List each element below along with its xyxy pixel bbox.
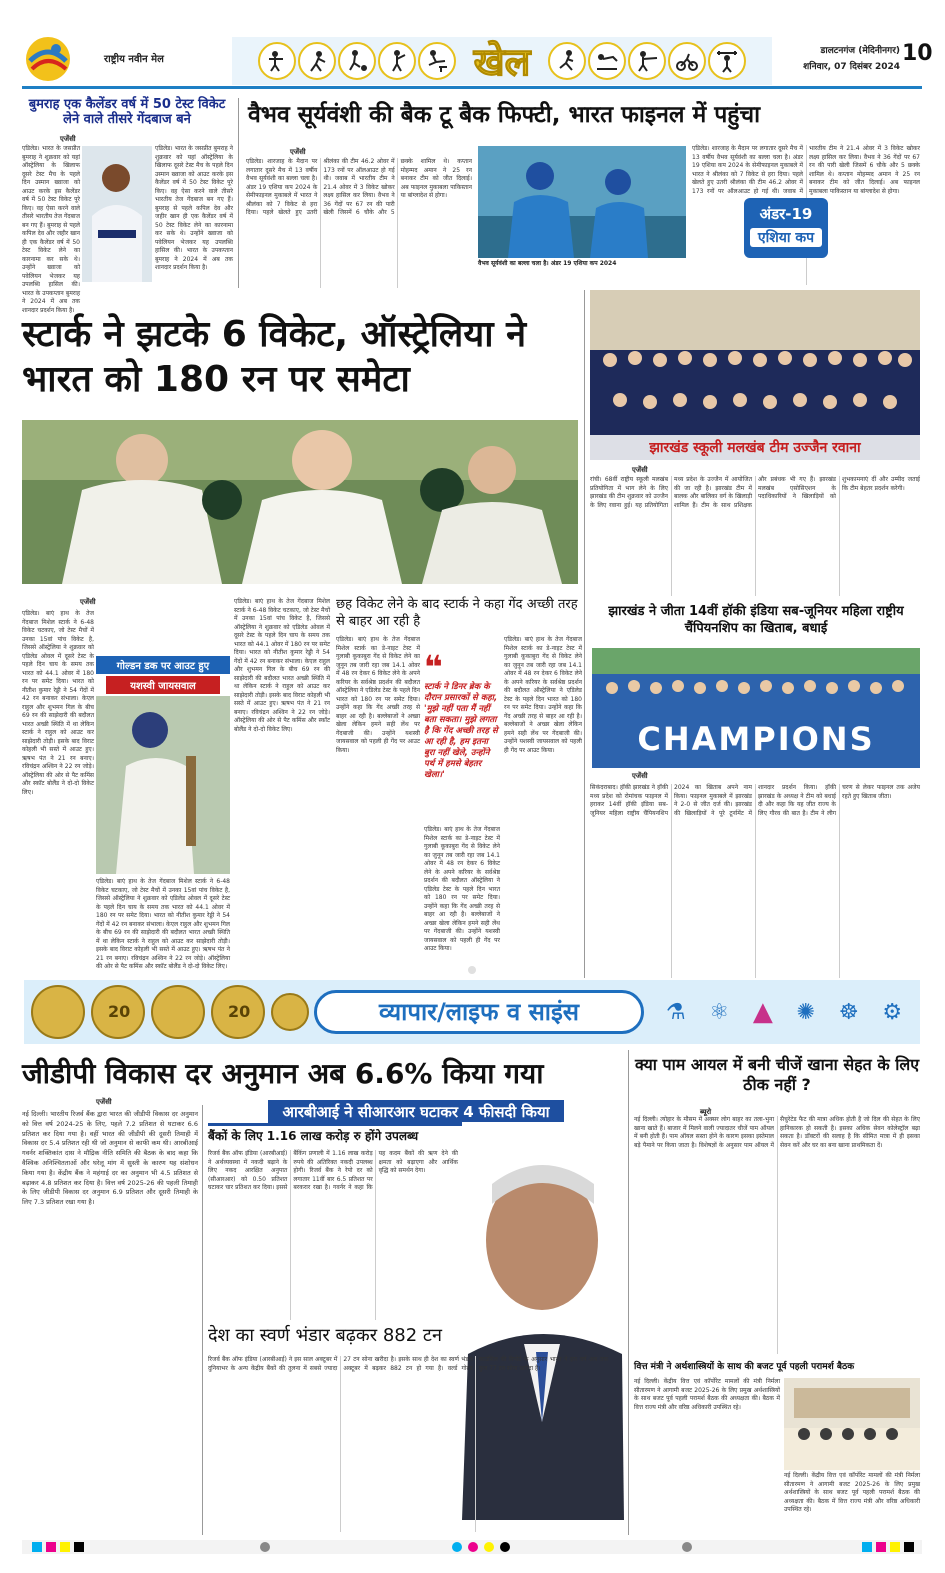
business-title-pill bbox=[314, 990, 644, 1034]
gear-icon: ⚙ bbox=[882, 999, 903, 1025]
coin-label: 20 bbox=[108, 1002, 131, 1021]
discus-icon bbox=[298, 42, 336, 80]
column-divider bbox=[202, 1105, 203, 1535]
coin-strip bbox=[28, 982, 308, 1042]
badge-top: अंडर-19 bbox=[759, 205, 813, 223]
vaibhav-body-right: एडिलेड। शारजाह के मैदान पर लगातार दूसरे मैच में 13 वर्षीय वैभव सूर्यवंशी का बल्ला चला है। अंडर 19 एशिया कप 2024 के सेमीफाइनल मुकाबले में भारत ने श्रीलंका को 7 विकेट से हरा दिया। पहले खेलते हुए उतरी श्रीलंका की टीम 46.2 ओवर में 173 रनों पर ऑलआउट हो गई थी। जवाब में भारतीय टीम ने 21.4 ओवर में 3 विकेट खोकर लक्ष्य हासिल कर लिया। वैभव ने 36 गेंदों पर 67 रन की पारी खेली जिसमें 6 चौके और 5 छक्के शामिल थे। कप्तान मोहम्मद अमान ने 25 रन बनाकर टीम को जीत दिलाई। अब फाइनल मुकाबला पाकिस्तान या बांग्लादेश से होगा। bbox=[692, 145, 920, 195]
registration-dot bbox=[260, 1542, 270, 1552]
paper-name: राष्ट्रीय नवीन मेल bbox=[104, 54, 164, 65]
column-divider bbox=[628, 1050, 629, 1535]
bumrah-headline: बुमराह एक कैलेंडर वर्ष में 50 टेस्ट विकेट लेने वाले तीसरे गेंदबाज बने bbox=[28, 97, 226, 127]
palm-oil-headline: क्या पाम आयल में बनी चीजें खाना सेहत के लिए ठीक नहीं ? bbox=[634, 1055, 920, 1094]
cyan-dot bbox=[452, 1542, 462, 1552]
golden-duck-title: गोल्डन डक पर आउट हुए bbox=[96, 656, 230, 674]
gdp-headline: जीडीपी विकास दर अनुमान अब 6.6% किया गया bbox=[22, 1057, 544, 1090]
column-divider bbox=[238, 98, 239, 288]
registration-dot bbox=[682, 1542, 692, 1552]
hockey-headline: झारखंड ने जीता 14वीं हॉकी इंडिया सब-जूनियर महिला राष्ट्रीय चैंपियनशिप का खिताब, बधाई bbox=[608, 604, 904, 636]
rbi-banner-text: आरबीआई ने सीआरआर घटाकर 4 फीसदी किया bbox=[268, 1100, 563, 1124]
gold-body: रिजर्व बैंक ऑफ इंडिया (आरबीआई) ने इस साल अक्टूबर में दुनियाभर के अन्य केंद्रीय बैंकों की तुलना में सबसे ज्यादा 27 टन सोना खरीदा है। इसके साथ ही देश का स्वर्ण भंडार अक्टूबर में बढ़कर 882 टन हो गया है। वर्ल्ड गोल्ड काउंसिल की रिपोर्ट के अनुसार भारत ने इस वर्ष अब तक कुल 77 टन सोना खरीदा है। bbox=[208, 1356, 608, 1372]
champions-banner-text: CHAMPIONS bbox=[637, 720, 875, 758]
magenta-dot bbox=[468, 1542, 478, 1552]
atom-icon: ⚛ bbox=[709, 999, 730, 1025]
baseball-icon bbox=[378, 42, 416, 80]
badge-bottom: एशिया कप bbox=[750, 228, 822, 247]
yellow-swatch bbox=[890, 1542, 900, 1552]
gold-headline: देश का स्वर्ण भंडार बढ़कर 882 टन bbox=[208, 1325, 442, 1346]
date-line: शनिवार, 07 दिसंबर 2024 bbox=[803, 62, 900, 72]
budget-body-col2: नई दिल्ली। केंद्रीय वित्त एवं कॉर्पोरेट मामलों की मंत्री निर्मला सीतारमण ने आगामी बजट 2025-26 के लिए प्रमुख अर्थशास्त्रियों के साथ बजट पूर्व पहली परामर्श बैठक की अध्यक्षता की। बैठक में वित्त राज्य मंत्री और वरिष्ठ अधिकारी उपस्थित रहे। bbox=[784, 1472, 920, 1513]
rbi-body: रिजर्व बैंक ऑफ इंडिया (आरबीआई) ने अर्थव्यवस्था में नकदी बढ़ाने के लिए नकद आरक्षित अनुपात (सीआरआर) को 0.50 प्रतिशत घटाकर चार प्रतिशत कर दिया। इससे बैंकिंग प्रणाली में 1.16 लाख करोड़ रुपये की अतिरिक्त नकदी उपलब्ध होगी। रिजर्व बैंक ने रेपो दर को लगातार 11वीं बार 6.5 प्रतिशत पर बरकरार रखा है। गवर्नर ने कहा कि यह कदम बैंकों की ऋण देने की क्षमता को बढ़ाएगा और आर्थिक वृद्धि को समर्थन देगा। bbox=[208, 1150, 458, 1191]
hockey-body: सिकंदराबाद। हॉकी झारखंड ने हॉकी मध्य प्रदेश को रोमांचक फाइनल में हराकर 14वीं हॉकी इंडिया सब-जूनियर महिला राष्ट्रीय चैंपियनशिप 2024 का खिताब अपने नाम किया। फाइनल मुकाबले में झारखंड ने 2-0 से जीत दर्ज की। झारखंड की खिलाड़ियों ने पूरे टूर्नामेंट में शानदार प्रदर्शन किया। हॉकी झारखंड के अध्यक्ष ने टीम को बधाई दी और कहा कि यह जीत राज्य के लिए गौरव की बात है। टीम ने लीग चरण से लेकर फाइनल तक अजेय रहते हुए खिताब जीता। bbox=[590, 784, 920, 817]
starc-sub-body-col1: एडिलेड। बाएं हाथ के तेज गेंदबाज मिशेल स्टार्क का डे-नाइट टेस्ट में गुलाबी कूकाबुरा गेंद से विकेट लेने का जुनून तब जारी रहा जब 14.1 ओवर में 48 रन देकर 6 विकेट लेने के अपने करियर के सर्वश्रेष्ठ प्रदर्शन की बदौलत ऑस्ट्रेलिया ने एडिलेड टेस्ट के पहले दिन भारत को 180 रन पर समेट दिया। उन्होंने कहा कि गेंद अच्छी तरह से बाहर आ रही है। बल्लेबाजों ने अच्छा खेला लेकिन हमने सही लेंथ पर गेंदबाजी की। उन्होंने यशस्वी जायसवाल को पहली ही गेंद पर आउट किया। bbox=[336, 636, 421, 754]
vaibhav-caption: वैभव सूर्यवंशी का बल्ला चला है। अंडर 19 एशिया कप 2024 bbox=[478, 260, 617, 267]
location-line: डालटनगंज (मेदिनीनगर) bbox=[820, 46, 900, 56]
malkhamb-caption: झारखंड स्कूली मलखंब टीम उज्जैन रवाना bbox=[590, 435, 920, 460]
starc-body-col1: एडिलेड। बाएं हाथ के तेज गेंदबाज मिशेल स्टार्क ने 6-48 विकेट चटकाए, जो टेस्ट मैचों में उनका 15वां पांच विकेट है, जिससे ऑस्ट्रेलिया ने शुक्रवार को एडिलेड ओवल में दूसरे टेस्ट के पहले दिन चाय के समय तक भारत को 44.1 ओवर में 180 रन पर समेट दिया। भारत को नीतीश कुमार रेड्डी ने 54 गेंदों में 42 रन बनाकर संभाला। केएल राहुल और शुभमन गिल के बीच 69 रन की साझेदारी की बदौलत भारत अच्छी स्थिति में था लेकिन स्टार्क ने राहुल को आउट कर साझेदारी तोड़ी। इसके बाद विराट कोहली भी सस्ते में आउट हुए। ऋषभ पंत ने 21 रन बनाए। रविचंद्रन अश्विन ने 22 रन जोड़े। ऑस्ट्रेलिया की ओर से पैट कमिंस और स्कॉट बोलैंड ने दो-दो विकेट लिए। bbox=[22, 610, 94, 796]
yellow-swatch bbox=[60, 1542, 70, 1552]
malkhamb-body: रांची। 68वीं राष्ट्रीय स्कूली मलखंब प्रतियोगिता में भाग लेने के लिए झारखंड की टीम शुक्रवार को उज्जैन के लिए रवाना हुई। यह प्रतियोगिता मध्य प्रदेश के उज्जैन में आयोजित की जा रही है। झारखंड टीम में बालक और बालिका वर्ग के खिलाड़ी शामिल हैं। टीम के साथ प्रशिक्षक और प्रबंधक भी गए हैं। झारखंड मलखंब एसोसिएशन के पदाधिकारियों ने खिलाड़ियों को शुभकामनाएं दीं और उम्मीद जताई कि टीम बेहतर प्रदर्शन करेगी। bbox=[590, 476, 920, 509]
palm-oil-body: नई दिल्ली। त्योहार के मौसम में अक्सर लोग बाहर का तला-भुना खाना खाते हैं। बाजार में मिलने वाली ज्यादातर चीजें पाम ऑयल में बनी होती हैं। पाम ऑयल सस्ता होने के कारण इसका इस्तेमाल बड़े पैमाने पर किया जाता है। विशेषज्ञों के अनुसार पाम ऑयल में सैचुरेटेड फैट की मात्रा अधिक होती है जो दिल की सेहत के लिए हानिकारक हो सकती है। इसका अधिक सेवन कोलेस्ट्रॉल बढ़ा सकता है। डॉक्टरों की सलाह है कि सीमित मात्रा में ही इसका सेवन करें और घर का बना खाना प्राथमिकता दें। bbox=[634, 1116, 920, 1149]
masthead bbox=[22, 33, 933, 89]
vaibhav-headline: वैभव सूर्यवंशी की बैक टू बैक फिफ्टी, भारत फाइनल में पहुंचा bbox=[248, 102, 761, 128]
vaibhav-photo bbox=[478, 146, 686, 258]
science-icons bbox=[654, 988, 914, 1036]
dna-icon: ☸ bbox=[838, 999, 859, 1025]
business-title: व्यापार/लाइफ व साइंस bbox=[378, 998, 580, 1026]
black-swatch bbox=[74, 1542, 84, 1552]
business-banner bbox=[22, 978, 922, 1046]
budget-photo bbox=[784, 1378, 920, 1470]
bumrah-photo bbox=[82, 146, 152, 282]
budget-headline: वित्त मंत्री ने अर्थशास्त्रियों के साथ की बजट पूर्व पहली परामर्श बैठक bbox=[634, 1362, 855, 1372]
black-dot bbox=[500, 1542, 510, 1552]
starc-sub-body-col2: एडिलेड। बाएं हाथ के तेज गेंदबाज मिशेल स्टार्क का डे-नाइट टेस्ट में गुलाबी कूकाबुरा गेंद से विकेट लेने का जुनून तब जारी रहा जब 14.1 ओवर में 48 रन देकर 6 विकेट लेने के अपने करियर के सर्वश्रेष्ठ प्रदर्शन की बदौलत ऑस्ट्रेलिया ने एडिलेड टेस्ट के पहले दिन भारत को 180 रन पर समेट दिया। उन्होंने कहा कि गेंद अच्छी तरह से बाहर आ रही है। बल्लेबाजों ने अच्छा खेला लेकिन हमने सही लेंथ पर गेंदबाजी की। उन्होंने यशस्वी जायसवाल को पहली ही गेंद पर आउट किया। bbox=[424, 826, 500, 952]
yellow-dot bbox=[484, 1542, 494, 1552]
starc-headline: स्टार्क ने झटके 6 विकेट, ऑस्ट्रेलिया ने भारत को 180 रन पर समेटा bbox=[22, 314, 527, 400]
football-icon bbox=[338, 42, 376, 80]
magenta-swatch bbox=[46, 1542, 56, 1552]
vaibhav-byline: एजेंसी bbox=[290, 148, 306, 156]
bumrah-byline: एजेंसी bbox=[60, 135, 76, 143]
starc-body-col3: एडिलेड। बाएं हाथ के तेज गेंदबाज मिशेल स्टार्क ने 6-48 विकेट चटकाए, जो टेस्ट मैचों में उनका 15वां पांच विकेट है, जिससे ऑस्ट्रेलिया ने शुक्रवार को एडिलेड ओवल में दूसरे टेस्ट के पहले दिन चाय के समय तक भारत को 44.1 ओवर में 180 रन पर समेट दिया। भारत को नीतीश कुमार रेड्डी ने 54 गेंदों में 42 रन बनाकर संभाला। केएल राहुल और शुभमन गिल के बीच 69 रन की साझेदारी की बदौलत भारत अच्छी स्थिति में था लेकिन स्टार्क ने राहुल को आउट कर साझेदारी तोड़ी। इसके बाद विराट कोहली भी सस्ते में आउट हुए। ऋषभ पंत ने 21 रन बनाए। रविचंद्रन अश्विन ने 22 रन जोड़े। ऑस्ट्रेलिया की ओर से पैट कमिंस और स्कॉट बोलैंड ने दो-दो विकेट लिए। bbox=[234, 598, 330, 733]
section-title: खेल bbox=[473, 40, 531, 84]
starc-photo bbox=[22, 420, 578, 584]
cyan-swatch bbox=[32, 1542, 42, 1552]
starc-body-col2: एडिलेड। बाएं हाथ के तेज गेंदबाज मिशेल स्टार्क ने 6-48 विकेट चटकाए, जो टेस्ट मैचों में उनका 15वां पांच विकेट है, जिससे ऑस्ट्रेलिया ने शुक्रवार को एडिलेड ओवल में दूसरे टेस्ट के पहले दिन चाय के समय तक भारत को 44.1 ओवर में 180 रन पर समेट दिया। भारत को नीतीश कुमार रेड्डी ने 54 गेंदों में 42 रन बनाकर संभाला। केएल राहुल और शुभमन गिल के बीच 69 रन की साझेदारी की बदौलत भारत अच्छी स्थिति में था लेकिन स्टार्क ने राहुल को आउट कर साझेदारी तोड़ी। इसके बाद विराट कोहली भी सस्ते में आउट हुए। ऋषभ पंत ने 21 रन बनाए। रविचंद्रन अश्विन ने 22 रन जोड़े। ऑस्ट्रेलिया की ओर से पैट कमिंस और स्कॉट बोलैंड ने दो-दो विकेट लिए। bbox=[96, 878, 230, 970]
rbi-headline: बैंकों के लिए 1.16 लाख करोड़ रु होंगे उपलब्ध bbox=[208, 1129, 419, 1143]
starc-byline: एजेंसी bbox=[80, 598, 96, 606]
bumrah-body-col2: एडिलेड। भारत के जसप्रीत बुमराह ने शुक्रवार को यहां ऑस्ट्रेलिया के खिलाफ दूसरे टेस्ट मैच के पहले दिन उस्मान ख्वाजा को आउट करके इस कैलेंडर वर्ष में 50 टेस्ट विकेट पूरे किए। वह ऐसा करने वाले तीसरे भारतीय तेज गेंदबाज बन गए हैं। बुमराह से पहले कपिल देव और जहीर खान ही एक कैलेंडर वर्ष में 50 टेस्ट विकेट लेने का कारनामा कर सके थे। उन्होंने ख्वाजा को पवेलियन भेजकर यह उपलब्धि हासिल की। भारत के उपकप्तान बुमराह ने 2024 में अब तक शानदार प्रदर्शन किया है। bbox=[155, 145, 233, 271]
starc-quote bbox=[424, 648, 500, 822]
golden-duck-player: यशस्वी जायसवाल bbox=[106, 676, 220, 694]
starc-sub-body-col3: एडिलेड। बाएं हाथ के तेज गेंदबाज मिशेल स्टार्क का डे-नाइट टेस्ट में गुलाबी कूकाबुरा गेंद से विकेट लेने का जुनून तब जारी रहा जब 14.1 ओवर में 48 रन देकर 6 विकेट लेने के अपने करियर के सर्वश्रेष्ठ प्रदर्शन की बदौलत ऑस्ट्रेलिया ने एडिलेड टेस्ट के पहले दिन भारत को 180 रन पर समेट दिया। उन्होंने कहा कि गेंद अच्छी तरह से बाहर आ रही है। बल्लेबाजों ने अच्छा खेला लेकिन हमने सही लेंथ पर गेंदबाजी की। उन्होंने यशस्वी जायसवाल को पहली ही गेंद पर आउट किया। bbox=[504, 636, 582, 754]
page-number: 10 bbox=[902, 41, 933, 66]
golden-duck-box bbox=[96, 656, 230, 874]
high-jump-icon bbox=[588, 42, 626, 80]
black-swatch bbox=[904, 1542, 914, 1552]
column-divider bbox=[584, 290, 585, 1020]
budget-body: नई दिल्ली। केंद्रीय वित्त एवं कॉर्पोरेट मामलों की मंत्री निर्मला सीतारमण ने आगामी बजट 2025-26 के लिए प्रमुख अर्थशास्त्रियों के साथ बजट पूर्व पहली परामर्श बैठक की अध्यक्षता की। बैठक में वित्त राज्य मंत्री और वरिष्ठ अधिकारी उपस्थित रहे। bbox=[634, 1378, 780, 1411]
magenta-swatch bbox=[876, 1542, 886, 1552]
archery-icon bbox=[258, 42, 296, 80]
gdp-body: नई दिल्ली। भारतीय रिजर्व बैंक द्वारा भारत की जीडीपी विकास दर अनुमान को वित्त वर्ष 2024-25 के लिए, पहले 7.2 प्रतिशत से घटाकर 6.6 प्रतिशत कर दिया गया है। वहीं भारत की जीडीपी की दूसरी तिमाही में विकास दर 5.4 प्रतिशत रही थी जो अनुमान से काफी कम थी। आरबीआई गवर्नर शक्तिकांत दास ने मौद्रिक नीति समिति की बैठक के बाद कहा कि वैश्विक अनिश्चितताओं और घरेलू मांग में सुस्ती के कारण यह संशोधन किया गया है। केंद्रीय बैंक ने महंगाई दर का अनुमान भी 4.5 प्रतिशत से बढ़ाकर 4.8 प्रतिशत कर दिया है। वित्त वर्ष 2025-26 की पहली तिमाही के लिए जीडीपी विकास दर अनुमान 6.9 प्रतिशत और दूसरी तिमाही के लिए 7.3 प्रतिशत रखा गया है। bbox=[22, 1110, 198, 1207]
asia-cup-badge bbox=[744, 198, 828, 258]
hockey-photo bbox=[592, 648, 920, 768]
starc-subheadline: छह विकेट लेने के बाद स्टार्क ने कहा गेंद अच्छी तरह से बाहर आ रही है bbox=[336, 597, 578, 629]
bumrah-body: एडिलेड। भारत के जसप्रीत बुमराह ने शुक्रवार को यहां ऑस्ट्रेलिया के खिलाफ दूसरे टेस्ट मैच के पहले दिन उस्मान ख्वाजा को आउट करके इस कैलेंडर वर्ष में 50 टेस्ट विकेट पूरे किए। वह ऐसा करने वाले तीसरे भारतीय तेज गेंदबाज बन गए हैं। बुमराह से पहले कपिल देव और जहीर खान ही एक कैलेंडर वर्ष में 50 टेस्ट विकेट लेने का कारनामा कर सके थे। उन्होंने ख्वाजा को पवेलियन भेजकर यह उपलब्धि हासिल की। भारत के उपकप्तान बुमराह ने 2024 में अब तक शानदार प्रदर्शन किया है। bbox=[22, 145, 80, 314]
flask-icon: ▲ bbox=[752, 997, 773, 1027]
hurdles-icon bbox=[418, 42, 456, 80]
malkhamb-photo bbox=[590, 290, 920, 460]
paper-logo bbox=[22, 35, 104, 87]
gdp-byline: एजेंसी bbox=[96, 1098, 112, 1106]
cyan-swatch bbox=[862, 1542, 872, 1552]
running-icon bbox=[548, 42, 586, 80]
quote-text: स्टार्क ने डिनर ब्रेक के दौरान प्रसारकों से कहा, 'मुझे नहीं पता मैं नहीं बता सकता। मुझे लगता है कि गेंद अच्छी तरह से आ रही है, हम इतना बुरा नहीं खेले, उन्होंने पर्थ में हमसे बेहतर खेला।' bbox=[424, 682, 498, 780]
weightlifting-icon bbox=[708, 42, 746, 80]
microscope-icon: ⚗ bbox=[665, 999, 686, 1025]
shooting-icon bbox=[628, 42, 666, 80]
planet-icon: ✺ bbox=[796, 999, 816, 1025]
palm-oil-byline: ब्यूरो bbox=[700, 1108, 712, 1116]
hockey-byline: एजेंसी bbox=[632, 772, 648, 780]
registration-dot bbox=[468, 966, 476, 974]
sport-icons-strip bbox=[232, 37, 772, 85]
coin-label: 20 bbox=[228, 1002, 251, 1021]
vaibhav-body: एडिलेड। शारजाह के मैदान पर लगातार दूसरे मैच में 13 वर्षीय वैभव सूर्यवंशी का बल्ला चला है। अंडर 19 एशिया कप 2024 के सेमीफाइनल मुकाबले में भारत ने श्रीलंका को 7 विकेट से हरा दिया। पहले खेलते हुए उतरी श्रीलंका की टीम 46.2 ओवर में 173 रनों पर ऑलआउट हो गई थी। जवाब में भारतीय टीम ने 21.4 ओवर में 3 विकेट खोकर लक्ष्य हासिल कर लिया। वैभव ने 36 गेंदों पर 67 रन की पारी खेली जिसमें 6 चौके और 5 छक्के शामिल थे। कप्तान मोहम्मद अमान ने 25 रन बनाकर टीम को जीत दिलाई। अब फाइनल मुकाबला पाकिस्तान या बांग्लादेश से होगा। bbox=[246, 158, 472, 216]
cycling-icon bbox=[668, 42, 706, 80]
registration-strip-top bbox=[22, 966, 922, 974]
quote-mark-icon: ❝ bbox=[424, 648, 443, 686]
jaiswal-photo bbox=[96, 696, 230, 874]
registration-strip-bottom bbox=[22, 1540, 922, 1554]
malkhamb-byline: एजेंसी bbox=[632, 466, 648, 474]
